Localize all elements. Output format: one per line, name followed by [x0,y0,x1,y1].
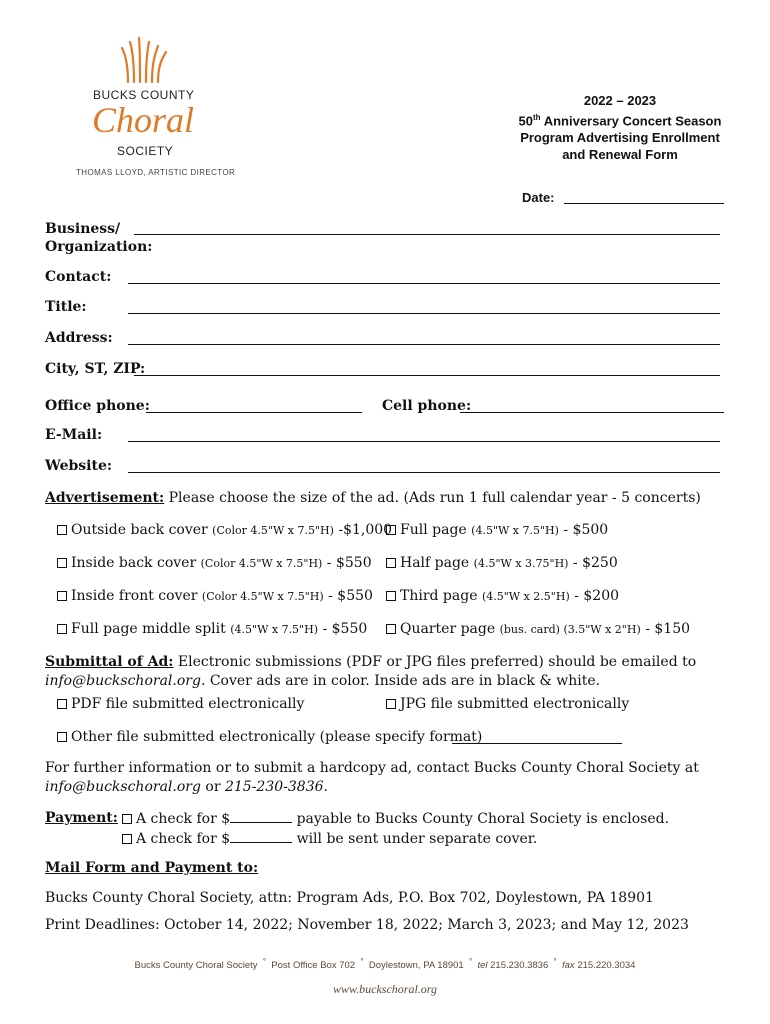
heading-line3: Program Advertising Enrollment [520,130,720,146]
option-pdf-submitted[interactable]: PDF file submitted electronically [57,696,304,712]
heading-season: 50th Anniversary Concert Season [518,113,722,129]
reed-logo-icon [120,36,180,86]
option-third-page[interactable]: Third page (4.5"W x 2.5"H) - $200 [386,588,619,604]
title-label: Title: [45,299,87,315]
cell-phone-label: Cell phone: [382,398,472,414]
info-phone: 215-230-3836 [224,779,324,795]
advertisement-heading: Advertisement: [45,490,165,506]
other-format-input[interactable] [452,728,622,744]
business-label: Business/ Organization: [45,221,153,255]
checkbox-icon[interactable] [57,624,67,634]
city-input[interactable] [134,360,720,376]
info-email: info@buckschoral.org [45,779,201,795]
checkbox-icon[interactable] [57,732,67,742]
payment-heading: Payment: [45,810,118,826]
heading-years: 2022 – 2023 [583,93,657,108]
business-input[interactable] [134,219,720,235]
option-jpg-submitted[interactable]: JPG file submitted electronically [386,696,629,712]
checkbox-icon[interactable] [57,525,67,535]
checkbox-icon[interactable] [122,814,132,824]
logo-line1: BUCKS COUNTY [93,88,195,102]
submittal-heading: Submittal of Ad: [45,654,174,670]
checkbox-icon[interactable] [386,699,396,709]
option-half-page[interactable]: Half page (4.5"W x 3.75"H) - $250 [386,555,618,571]
mail-address: Bucks County Choral Society, attn: Program Ads, P.O. Box 702, Doylestown, PA 18901 [45,890,654,906]
website-input[interactable] [128,457,720,473]
office-phone-label: Office phone: [45,398,150,414]
form-heading [480,92,760,163]
cell-phone-input[interactable] [460,397,724,413]
option-inside-front-cover[interactable]: Inside front cover (Color 4.5"W x 7.5"H) - $550 [57,588,373,604]
email-label: E-Mail: [45,427,103,443]
logo-director: THOMAS LLOYD, ARTISTIC DIRECTOR [76,168,236,177]
advertisement-intro: Advertisement: Please choose the size of the ad. (Ads run 1 full calendar year - 5 concerts) [45,490,701,506]
option-full-page[interactable]: Full page (4.5"W x 7.5"H) - $500 [386,522,608,538]
payment-check-enclosed[interactable]: A check for $ payable to Bucks County Choral Society is enclosed. [122,810,669,827]
date-input[interactable] [564,188,724,204]
checkbox-icon[interactable] [122,834,132,844]
checkbox-icon[interactable] [57,591,67,601]
checkbox-icon[interactable] [386,591,396,601]
mail-heading: Mail Form and Payment to: [45,860,259,876]
city-label: City, ST, ZIP: [45,361,146,377]
checkbox-icon[interactable] [57,699,67,709]
option-other-submitted[interactable]: Other file submitted electronically (please specify format) [57,729,482,745]
submittal-text: Submittal of Ad: Electronic submissions (PDF or JPG files preferred) should be emailed to info@buckschoral.org. Cover ads are in color. Inside ads are in black & white. [45,654,697,689]
option-outside-back-cover[interactable]: Outside back cover (Color 4.5"W x 7.5"H) -$1,000 [57,522,392,538]
option-full-page-middle-split[interactable]: Full page middle split (4.5"W x 7.5"H) - $550 [57,621,367,637]
checkbox-icon[interactable] [386,558,396,568]
contact-input[interactable] [128,268,720,284]
address-input[interactable] [128,329,720,345]
email-input[interactable] [128,426,720,442]
option-inside-back-cover[interactable]: Inside back cover (Color 4.5"W x 7.5"H) - $550 [57,555,372,571]
submittal-email: info@buckschoral.org [45,673,201,689]
footer-contact: Bucks County Choral Society ° Post Office Box 702 ° Doylestown, PA 18901 ° tel 215.230.3836 ° fax 215.220.3034 [134,957,636,972]
heading-line4: and Renewal Form [562,147,678,163]
checkbox-icon[interactable] [57,558,67,568]
option-quarter-page[interactable]: Quarter page (bus. card) (3.5"W x 2"H) - $150 [386,621,690,637]
logo-choral: Choral [92,100,195,140]
checkbox-icon[interactable] [386,525,396,535]
logo [60,36,260,186]
footer-website[interactable]: www.buckschoral.org [333,982,437,996]
contact-label: Contact: [45,269,112,285]
info-text: For further information or to submit a hardcopy ad, contact Bucks County Choral Society at info@buckschoral.org or 215-230-3836. [45,760,699,795]
print-deadlines: Print Deadlines: October 14, 2022; November 18, 2022; March 3, 2023; and May 12, 2023 [45,917,689,933]
address-label: Address: [45,330,113,346]
payment-check-separate[interactable]: A check for $ will be sent under separate cover. [122,830,537,847]
date-label: Date: [522,190,555,205]
website-label: Website: [45,458,113,474]
title-input[interactable] [128,298,720,314]
logo-line3: SOCIETY [117,144,174,158]
checkbox-icon[interactable] [386,624,396,634]
office-phone-input[interactable] [146,397,362,413]
